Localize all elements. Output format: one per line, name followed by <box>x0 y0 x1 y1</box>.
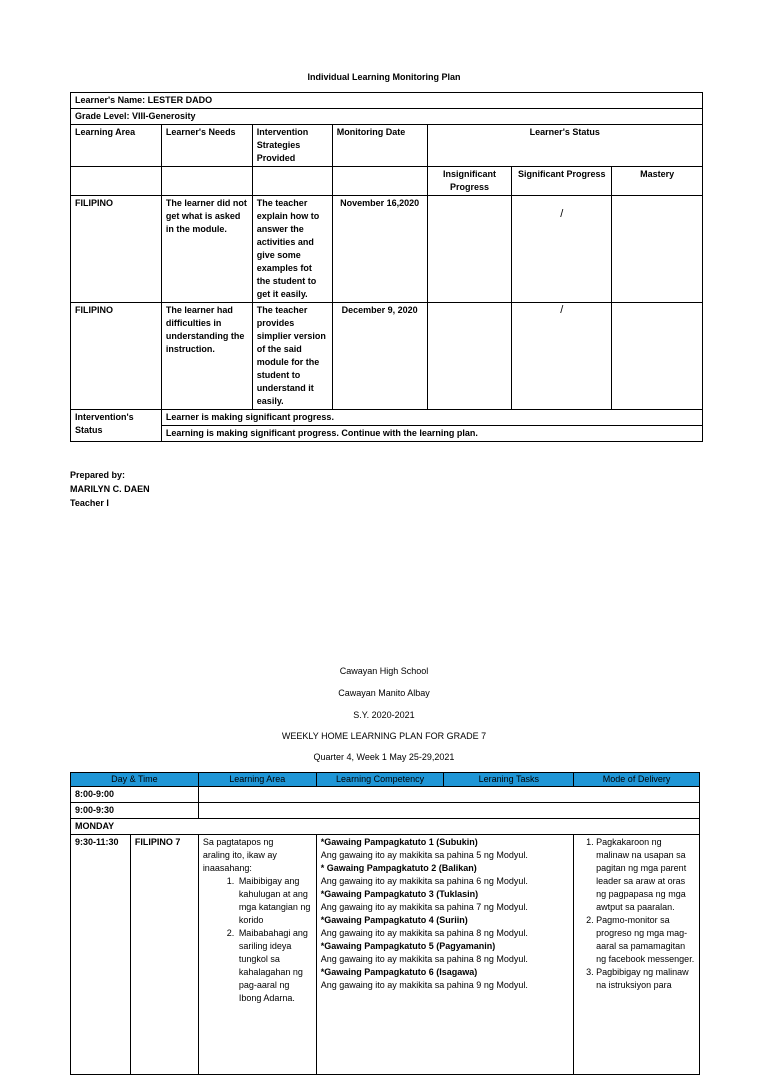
row2-area: FILIPINO <box>71 303 162 410</box>
competency-intro: Sa pagtatapos ng araling ito, ikaw ay inaasahang: <box>202 837 277 873</box>
slot-time: 9:30-11:30 <box>71 835 131 1075</box>
row1-needs: The learner did not get what is asked in the module. <box>161 196 252 303</box>
row2-intervention: The teacher provides simplier version of the said module for the student to understand it easily. <box>252 303 332 410</box>
task-desc: Ang gawaing ito ay makikita sa pahina 5 ng Modyul. <box>320 850 528 860</box>
day-monday: MONDAY <box>71 819 700 835</box>
delivery-list <box>578 836 695 992</box>
task-desc: Ang gawaing ito ay makikita sa pahina 8 ng Modyul. <box>320 954 528 964</box>
header-learners-needs: Learner's Needs <box>161 125 252 167</box>
blank-cell <box>332 167 427 196</box>
grade-level: Grade Level: VIII-Generosity <box>71 109 703 125</box>
delivery-item: 3. Pagbibigay ng malinaw na istruksiyon para <box>596 966 695 992</box>
task-title: *Gawaing Pampagkatuto 3 (Tuklasin) <box>320 889 479 899</box>
task-title: * Gawaing Pampagkatuto 2 (Balikan) <box>320 863 477 873</box>
header-learning-area: Learning Area <box>198 773 316 787</box>
objectives-list <box>203 875 312 1005</box>
school-name: Cawayan High School <box>339 666 429 676</box>
blank-cell <box>198 787 699 803</box>
time-slot-2: 9:00-9:30 <box>71 803 199 819</box>
plan-title: WEEKLY HOME LEARNING PLAN FOR GRADE 7 <box>281 731 487 741</box>
task-title: *Gawaing Pampagkatuto 1 (Subukin) <box>320 837 478 847</box>
delivery-item: 2. Pagmo-monitor sa progreso ng mga mag-aaral sa pamamagitan ng facebook messenger. <box>596 914 695 966</box>
blank-cell <box>71 167 162 196</box>
status-line-1: Learner is making significant progress. <box>161 410 702 426</box>
tasks-cell <box>316 835 573 1075</box>
objective-item: 2. Maibabahagi ang sariling ideya tungkol sa kahalagahan ng pag-aaral ng Ibong Adarna. <box>237 927 312 1005</box>
page-title: Individual Learning Monitoring Plan <box>307 72 461 82</box>
prepared-by-label: Prepared by: <box>70 470 126 480</box>
teacher-name: MARILYN C. DAEN <box>70 484 150 494</box>
row1-mastery <box>612 196 703 303</box>
task-title: *Gawaing Pampagkatuto 5 (Pagyamanin) <box>320 941 496 951</box>
task-desc: Ang gawaing ito ay makikita sa pahina 8 ng Modyul. <box>320 928 528 938</box>
school-year: S.Y. 2020-2021 <box>353 710 415 720</box>
row1-insignificant <box>427 196 512 303</box>
quarter-week: Quarter 4, Week 1 May 25-29,2021 <box>313 752 455 762</box>
row2-needs: The learner had difficulties in understanding the instruction. <box>161 303 252 410</box>
weekly-plan-table <box>70 772 700 1075</box>
status-line-2: Learning is making significant progress. Continue with the learning plan. <box>161 426 702 442</box>
header-significant: Significant Progress <box>512 167 612 196</box>
header-monitoring-date: Monitoring Date <box>332 125 427 167</box>
row1-significant-mark: / <box>512 196 612 303</box>
monitoring-table <box>70 92 703 442</box>
row2-date: December 9, 2020 <box>332 303 427 410</box>
blank-cell <box>252 167 332 196</box>
time-slot-1: 8:00-9:00 <box>71 787 199 803</box>
header-insignificant: Insignificant Progress <box>427 167 512 196</box>
row2-significant-mark: / <box>512 303 612 410</box>
row1-area: FILIPINO <box>71 196 162 303</box>
header-intervention: Intervention Strategies Provided <box>252 125 332 167</box>
task-title: *Gawaing Pampagkatuto 6 (Isagawa) <box>320 967 478 977</box>
task-desc: Ang gawaing ito ay makikita sa pahina 7 ng Modyul. <box>320 902 528 912</box>
blank-cell <box>198 803 699 819</box>
row2-mastery <box>612 303 703 410</box>
task-desc: Ang gawaing ito ay makikita sa pahina 9 ng Modyul. <box>320 980 528 990</box>
header-mode-of-delivery: Mode of Delivery <box>574 773 700 787</box>
task-desc: Ang gawaing ito ay makikita sa pahina 6 ng Modyul. <box>320 876 528 886</box>
blank-cell <box>161 167 252 196</box>
row2-insignificant <box>427 303 512 410</box>
slot-area: FILIPINO 7 <box>130 835 198 1075</box>
delivery-cell <box>574 835 700 1075</box>
delivery-item: 1. Pagkakaroon ng malinaw na usapan sa pagitan ng mga parent leader sa araw at oras ng pagpapasa ng mga awtput sa paaralan. <box>596 836 695 914</box>
intervention-status-label: Intervention's Status <box>71 410 162 442</box>
task-title: *Gawaing Pampagkatuto 4 (Suriin) <box>320 915 468 925</box>
header-learning-tasks: Leraning Tasks <box>444 773 574 787</box>
teacher-title: Teacher I <box>70 498 109 508</box>
prepared-by-block <box>70 468 150 510</box>
header-learning-competency: Learning Competency <box>316 773 444 787</box>
header-day-time: Day & Time <box>71 773 199 787</box>
competency-cell <box>198 835 316 1075</box>
learner-name: Learner's Name: LESTER DADO <box>71 93 703 109</box>
header-mastery: Mastery <box>612 167 703 196</box>
header-learners-status: Learner's Status <box>427 125 702 167</box>
row1-intervention: The teacher explain how to answer the activities and give some examples fot the student to get it easily. <box>252 196 332 303</box>
header-learning-area: Learning Area <box>71 125 162 167</box>
school-address: Cawayan Manito Albay <box>338 688 430 698</box>
objective-item: 1. Maibibigay ang kahulugan at ang mga katangian ng korido <box>237 875 312 927</box>
row1-date: November 16,2020 <box>332 196 427 303</box>
